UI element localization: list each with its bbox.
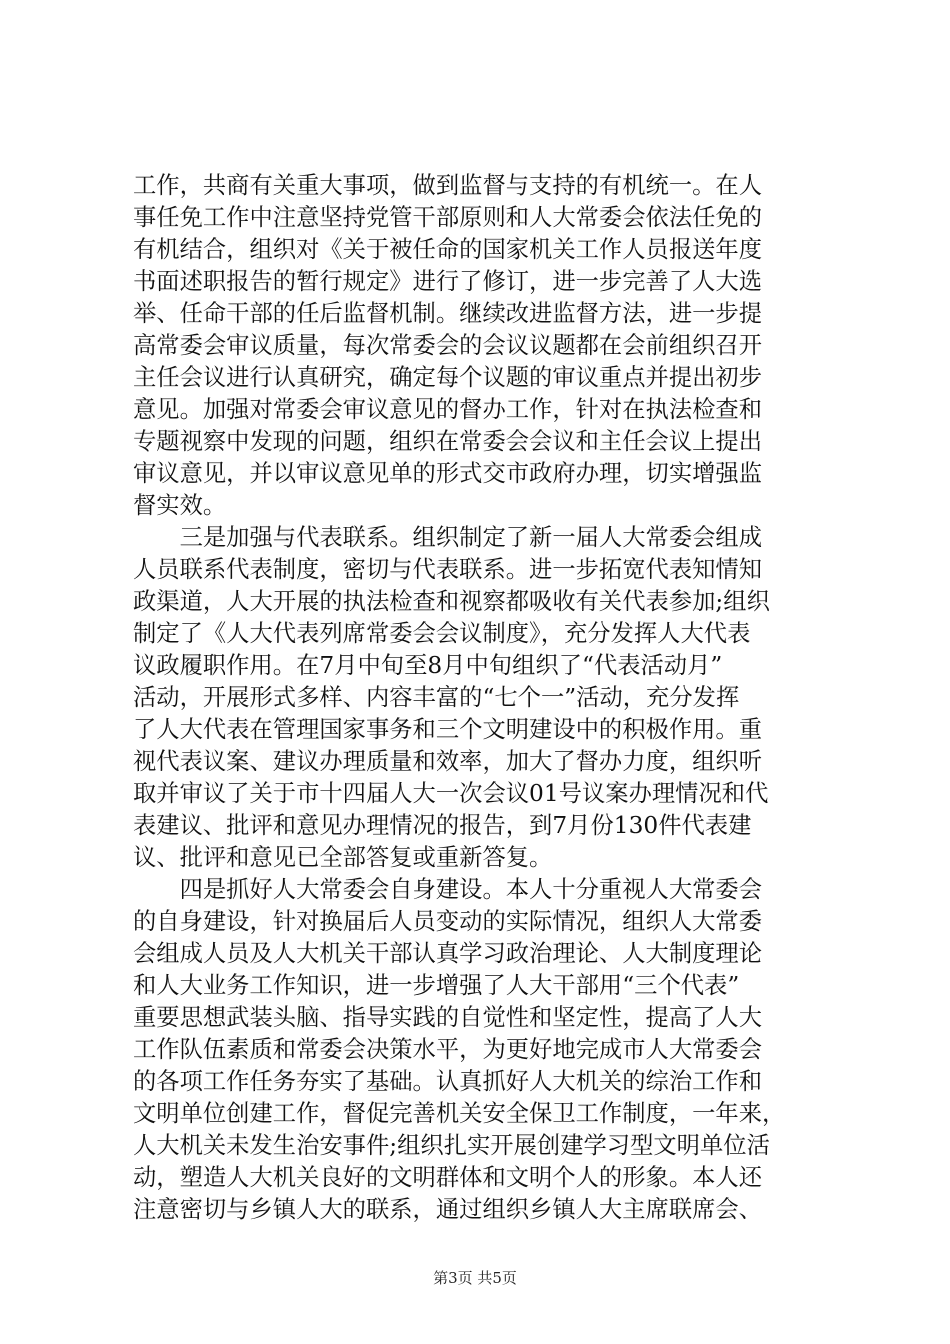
text-line: 议政履职作用。在7月中旬至8月中旬组织了“代表活动月” xyxy=(133,652,723,679)
text-line: 工作队伍素质和常委会决策水平，为更好地完成市人大常委会 xyxy=(133,1036,763,1063)
text-line: 文明单位创建工作，督促完善机关安全保卫工作制度，一年来， xyxy=(133,1100,786,1127)
text-line: 了人大代表在管理国家事务和三个文明建设中的积极作用。重 xyxy=(133,716,763,743)
text-line: 意见。加强对常委会审议意见的督办工作，针对在执法检查和 xyxy=(133,396,763,423)
text-line: 事任免工作中注意坚持党管干部原则和人大常委会依法任免的 xyxy=(133,204,763,231)
body-text xyxy=(133,170,833,1226)
text-line: 制定了《人大代表列席常委会会议制度》，充分发挥人大代表 xyxy=(133,620,751,647)
text-line: 活动，开展形式多样、内容丰富的“七个一”活动，充分发挥 xyxy=(133,684,740,711)
text-line: 人大机关未发生治安事件;组织扎实开展创建学习型文明单位活 xyxy=(133,1132,770,1159)
text-line: 举、任命干部的任后监督机制。继续改进监督方法，进一步提 xyxy=(133,300,763,327)
text-line: 的各项工作任务夯实了基础。认真抓好人大机关的综治工作和 xyxy=(133,1068,763,1095)
text-line: 督实效。 xyxy=(133,492,227,519)
text-line: 三是加强与代表联系。组织制定了新一届人大常委会组成 xyxy=(133,524,763,551)
text-line: 人员联系代表制度，密切与代表联系。进一步拓宽代表知情知 xyxy=(133,556,763,583)
text-line: 政渠道，人大开展的执法检查和视察都吸收有关代表参加;组织 xyxy=(133,588,770,615)
text-line: 的自身建设，针对换届后人员变动的实际情况，组织人大常委 xyxy=(133,908,763,935)
text-line: 和人大业务工作知识，进一步增强了人大干部用“三个代表” xyxy=(133,972,740,999)
text-line: 书面述职报告的暂行规定》进行了修订，进一步完善了人大选 xyxy=(133,268,763,295)
text-line: 重要思想武装头脑、指导实践的自觉性和坚定性，提高了人大 xyxy=(133,1004,763,1031)
text-line: 有机结合，组织对《关于被任命的国家机关工作人员报送年度 xyxy=(133,236,763,263)
text-line: 表建议、批评和意见办理情况的报告，到7月份130件代表建 xyxy=(133,812,752,839)
page-footer: 第3页 共5页 xyxy=(433,1269,517,1287)
text-line: 取并审议了关于市十四届人大一次会议01号议案办理情况和代 xyxy=(133,780,769,807)
text-line: 四是抓好人大常委会自身建设。本人十分重视人大常委会 xyxy=(133,876,763,903)
text-line: 主任会议进行认真研究，确定每个议题的审议重点并提出初步 xyxy=(133,364,763,391)
text-line: 专题视察中发现的问题，组织在常委会会议和主任会议上提出 xyxy=(133,428,763,455)
text-line: 注意密切与乡镇人大的联系，通过组织乡镇人大主席联席会、 xyxy=(133,1196,763,1223)
text-line: 视代表议案、建议办理质量和效率，加大了督办力度，组织听 xyxy=(133,748,763,775)
text-line: 动，塑造人大机关良好的文明群体和文明个人的形象。本人还 xyxy=(133,1164,763,1191)
text-line: 审议意见，并以审议意见单的形式交市政府办理，切实增强监 xyxy=(133,460,763,487)
text-line: 议、批评和意见已全部答复或重新答复。 xyxy=(133,844,553,871)
text-line: 会组成人员及人大机关干部认真学习政治理论、人大制度理论 xyxy=(133,940,763,967)
text-line: 工作，共商有关重大事项，做到监督与支持的有机统一。在人 xyxy=(133,172,763,199)
text-line: 高常委会审议质量，每次常委会的会议议题都在会前组织召开 xyxy=(133,332,763,359)
